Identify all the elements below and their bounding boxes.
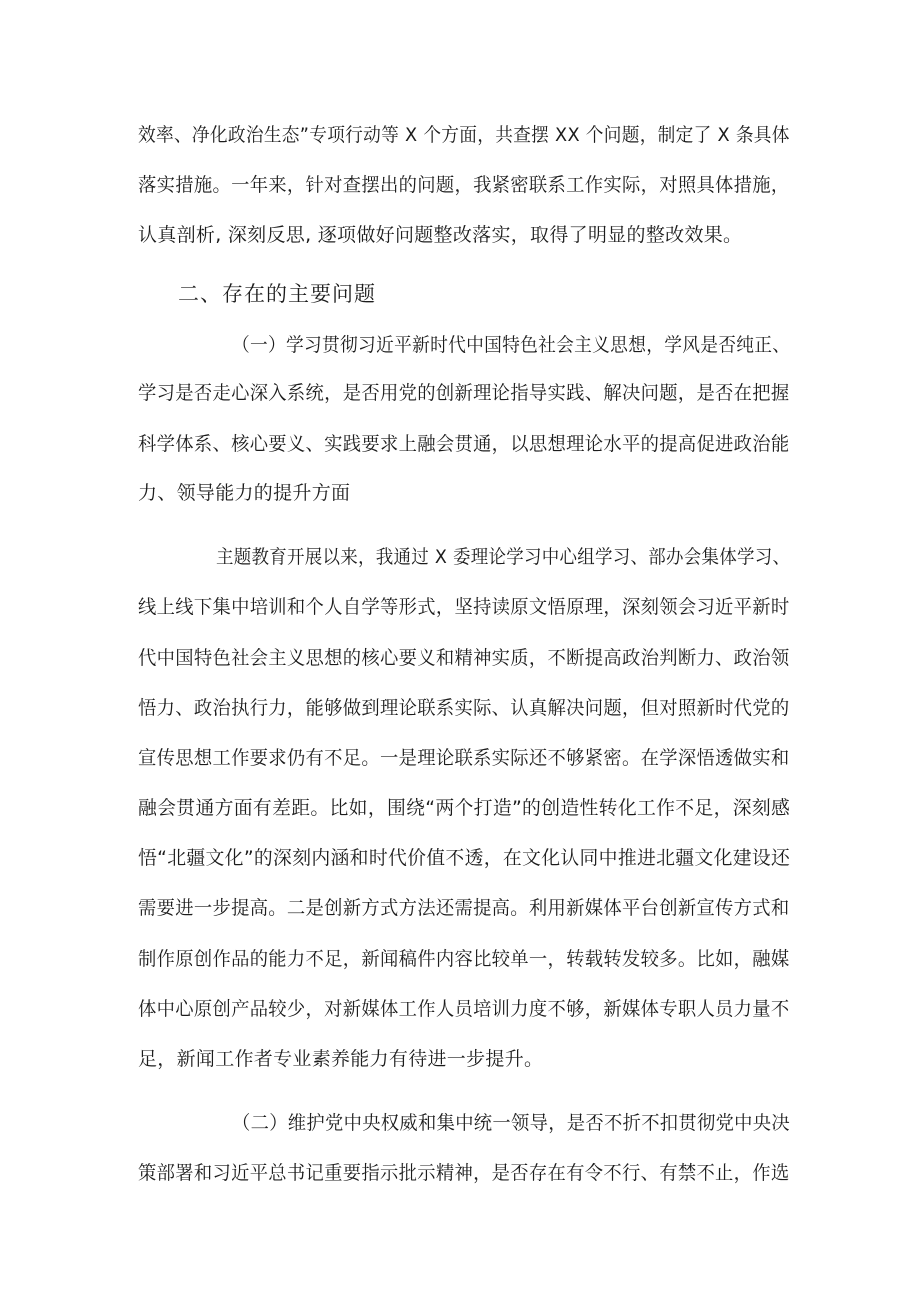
subsection-heading-line: （二）维护党中央权威和集中统一领导，是否不折不扣贯彻党中央决 [232, 1112, 790, 1134]
subsection-heading-line: 力、领导能力的提升方面 [138, 482, 351, 504]
text-line: 体中心原创产品较少，对新媒体工作人员培训力度不够，新媒体专职人员力量不 [138, 998, 790, 1020]
text-line: 效率、净化政治生态”专项行动等 X 个方面，共查摆 XX 个问题，制定了 X 条具体 [138, 124, 790, 146]
subsection-heading-line: 策部署和习近平总书记重要指示批示精神，是否存在有令不行、有禁不止，作选 [138, 1162, 790, 1184]
text-line: 宣传思想工作要求仍有不足。一是理论联系实际还不够紧密。在学深悟透做实和 [138, 747, 790, 769]
text-line: 足，新闻工作者专业素养能力有待进一步提升。 [138, 1048, 544, 1070]
text-line: 需要进一步提高。二是创新方式方法还需提高。利用新媒体平台创新宣传方式和 [138, 897, 790, 919]
text-line: 线上线下集中培训和个人自学等形式，坚持读原文悟原理，深刻领会习近平新时 [138, 596, 790, 618]
section-heading: 二、存在的主要问题 [178, 282, 376, 306]
subsection-heading-line: 科学体系、核心要义、实践要求上融会贯通，以思想理论水平的提高促进政治能 [138, 433, 790, 455]
text-line: 代中国特色社会主义思想的核心要义和精神实质，不断提高政治判断力、政治领 [138, 647, 790, 669]
text-line: 融会贯通方面有差距。比如，围绕“两个打造”的创造性转化工作不足，深刻感 [138, 797, 791, 819]
text-line: 悟力、政治执行力，能够做到理论联系实际、认真解决问题，但对照新时代党的 [138, 697, 790, 719]
text-line: 悟“北疆文化”的深刻内涵和时代价值不透，在文化认同中推进北疆文化建设还 [138, 847, 791, 869]
subsection-heading-line: （一）学习贯彻习近平新时代中国特色社会主义思想，学风是否纯正、 [232, 334, 791, 356]
text-line: 认真剖析, 深刻反思, 逐项做好问题整改落实，取得了明显的整改效果。 [138, 224, 743, 246]
text-line: 制作原创作品的能力不足，新闻稿件内容比较单一，转载转发较多。比如，融媒 [138, 948, 790, 970]
text-line: 主题教育开展以来，我通过 X 委理论学习中心组学习、部办会集体学习、 [216, 546, 791, 568]
subsection-heading-line: 学习是否走心深入系统，是否用党的创新理论指导实践、解决问题，是否在把握 [138, 382, 790, 404]
text-line: 落实措施。一年来，针对查摆出的问题，我紧密联系工作实际，对照具体措施， [138, 174, 790, 196]
